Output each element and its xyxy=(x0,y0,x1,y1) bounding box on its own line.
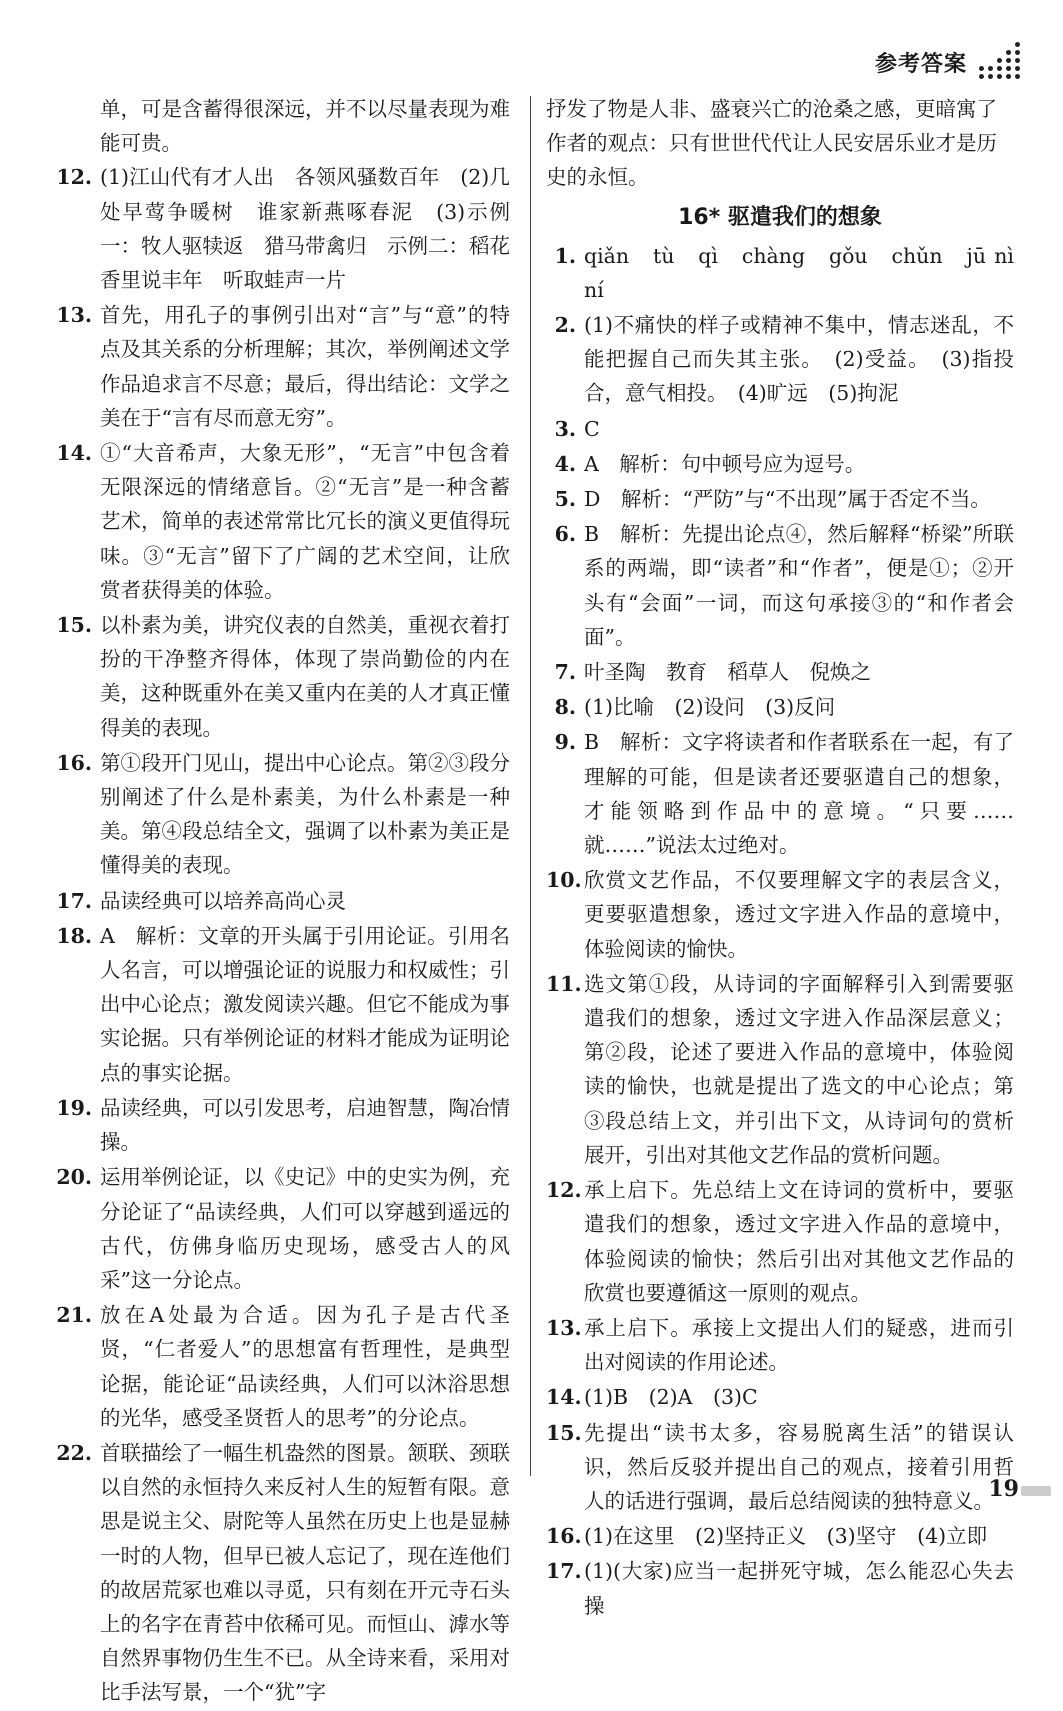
answer-item xyxy=(546,1380,1014,1414)
answer-item xyxy=(48,1160,510,1297)
answer-item xyxy=(48,436,510,607)
answer-text: C xyxy=(584,416,600,441)
answer-text: (1)不痛快的样子或精神不集中，情志迷乱，不能把握自己而失其主张。 (2)受益。 (3)指投合，意气相投。 (4)旷远 (5)拘泥 xyxy=(584,313,1014,406)
answer-number: 14. xyxy=(56,441,92,466)
answer-number: 21. xyxy=(56,1303,92,1328)
answer-item xyxy=(546,690,1014,724)
answer-item xyxy=(546,1416,1014,1519)
answer-item xyxy=(546,1311,1014,1379)
answer-text: qiǎn tù qì chàng gǒu chǔn jū nì ní xyxy=(584,243,1035,302)
answer-number: 10. xyxy=(546,868,582,893)
answer-number: 15. xyxy=(56,613,92,638)
answer-number: 19. xyxy=(56,1095,92,1120)
answer-item xyxy=(546,482,1014,516)
answer-number: 4. xyxy=(554,451,576,476)
answer-text: 选文第①段，从诗词的字面解释引入到需要驱遣我们的想象，透过文字进入作品深层意义；第②段，论述了要进入作品的意境中，体验阅读的愉快，也就是提出了选文的中心论点；第③段总结上文，并引出下文，从诗词句的赏析展开，引出对其他文艺作品的赏析问题。 xyxy=(584,971,1014,1167)
answer-text: ①“大音希声，大象无形”，“无言”中包含着无限深远的情绪意旨。②“无言”是一种含蓄艺术，简单的表述常常比冗长的演义更值得玩味。③“无言”留下了广阔的艺术空间，让欣赏者获得美的体验。 xyxy=(100,441,510,602)
section-title: 16* 驱遣我们的想象 xyxy=(678,204,882,230)
right-continuation-text: 抒发了物是人非、盛衰兴亡的沧桑之感，更暗寓了作者的观点：只有世世代代让人民安居乐业才是历史的永恒。 xyxy=(546,97,997,190)
answer-text: (1)(大家)应当一起拼死守城，怎么能忍心失去操 xyxy=(584,1559,1014,1618)
answer-number: 13. xyxy=(56,303,92,328)
answer-number: 7. xyxy=(554,660,576,685)
answer-item xyxy=(546,967,1014,1172)
answer-number: 17. xyxy=(56,888,92,913)
right-column xyxy=(546,92,1035,1624)
answer-number: 2. xyxy=(554,313,576,338)
answer-text: (1)比喻 (2)设问 (3)反问 xyxy=(584,695,836,720)
answer-item xyxy=(546,239,1035,307)
page-number-bar xyxy=(1021,1486,1051,1496)
answer-number: 15. xyxy=(546,1420,582,1445)
answer-text: D 解析：“严防”与“不出现”属于否定不当。 xyxy=(584,487,991,512)
column-divider xyxy=(530,96,531,1476)
answer-item xyxy=(48,160,510,297)
answer-number: 12. xyxy=(546,1178,582,1203)
answer-number: 11. xyxy=(546,971,582,996)
left-answer-list xyxy=(48,160,510,1709)
left-column xyxy=(48,92,510,1711)
answer-text: 品读经典可以培养高尚心灵 xyxy=(100,888,346,913)
answer-text: (1)在这里 (2)坚持正义 (3)坚守 (4)立即 xyxy=(584,1524,988,1549)
answer-item xyxy=(546,655,1014,689)
answer-item xyxy=(48,298,510,435)
answer-number: 14. xyxy=(546,1385,582,1410)
answer-item xyxy=(546,412,1014,446)
answer-text: 第①段开门见山，提出中心论点。第②③段分别阐述了什么是朴素美，为什么朴素是一种美。第④段总结全文，强调了以朴素为美正是懂得美的表现。 xyxy=(100,750,510,878)
answer-text: 承上启下。承接上文提出人们的疑惑，进而引出对阅读的作用论述。 xyxy=(584,1315,1014,1375)
answer-item xyxy=(48,919,510,1090)
answer-item xyxy=(546,1519,1014,1553)
answer-text: 承上启下。先总结上文在诗词的赏析中，要驱遣我们的想象，透过文字进入作品的意境中，体验阅读的愉快；然后引出对其他文艺作品的欣赏也要遵循这一原则的观点。 xyxy=(584,1178,1014,1305)
answer-number: 8. xyxy=(554,695,576,720)
answer-number: 16. xyxy=(546,1524,582,1549)
answer-number: 18. xyxy=(56,923,92,948)
answer-number: 5. xyxy=(554,487,576,512)
answer-text: 品读经典，可以引发思考，启迪智慧，陶冶情操。 xyxy=(100,1095,510,1155)
answer-number: 17. xyxy=(546,1559,582,1584)
answer-number: 16. xyxy=(56,750,92,775)
answer-text: B 解析：文字将读者和作者联系在一起，有了理解的可能，但是读者还要驱遣自己的想象，才能领略到作品中的意境。“只要……就……”说法太过绝对。 xyxy=(584,730,1014,858)
answer-text: A 解析：句中顿号应为逗号。 xyxy=(584,451,866,476)
answer-item xyxy=(546,725,1014,862)
answer-text: (1)江山代有才人出 各领风骚数百年 (2)几处早莺争暖树 谁家新燕啄春泥 (3)示例一：牧人驱犊返 猎马带禽归 示例二：稻花香里说丰年 听取蛙声一片 xyxy=(100,165,510,293)
page-number: 19 xyxy=(988,1476,1019,1502)
answer-text: B 解析：先提出论点④，然后解释“桥梁”所联系的两端，即“读者”和“作者”，便是①；②开头有“会面”一词，而这句承接③的“和作者会面”。 xyxy=(584,522,1014,649)
answer-text: 欣赏文艺作品，不仅要理解文字的表层含义，更要驱遣想象，透过文字进入作品的意境中，体验阅读的愉快。 xyxy=(584,868,1014,961)
right-answer-list xyxy=(546,239,1035,1623)
answer-number: 3. xyxy=(554,416,576,441)
answer-item xyxy=(48,1091,510,1159)
answer-number: 13. xyxy=(546,1315,582,1340)
answer-number: 6. xyxy=(554,522,576,547)
left-continuation-text: 单，可是含蓄得很深远，并不以尽量表现为难能可贵。 xyxy=(100,97,510,156)
answer-item xyxy=(546,1173,1014,1310)
answer-text: 运用举例论证，以《史记》中的史实为例，充分论证了“品读经典，人们可以穿越到遥远的古代，仿佛身临历史现场，感受古人的风采”这一分论点。 xyxy=(100,1165,510,1292)
answer-text: A 解析：文章的开头属于引用论证。引用名人名言，可以增强论证的说服力和权威性；引出中心论点；激发阅读兴趣。但它不能成为事实论据。只有举例论证的材料才能成为证明论点的事实论据。 xyxy=(100,923,510,1085)
answer-item xyxy=(48,608,510,745)
answer-text: 叶圣陶 教育 稻草人 倪焕之 xyxy=(584,660,871,685)
answer-item xyxy=(48,1298,510,1435)
answer-text: 以朴素为美，讲究仪表的自然美，重视衣着打扮的干净整齐得体，体现了崇尚勤俭的内在美，这种既重外在美又重内在美的人才真正懂得美的表现。 xyxy=(100,613,510,740)
answer-item xyxy=(546,863,1014,966)
answer-number: 20. xyxy=(56,1165,92,1190)
answer-item xyxy=(48,746,510,883)
answer-item xyxy=(546,517,1014,654)
answer-text: 首联描绘了一幅生机盎然的图景。颔联、颈联以自然的永恒持久来反衬人生的短暂有限。意思是说主父、尉陀等人虽然在历史上也是显赫一时的人物，但早已被人忘记了，现在连他们的故居荒冢也难以寻觅，只有刻在开元寺石头上的名字在青苔中依稀可见。而恒山、滹水等自然界事物仍生生不已。从全诗来看，采用对比手法写景，一个“犹”字 xyxy=(100,1440,510,1705)
answer-item xyxy=(48,884,510,918)
answer-number: 12. xyxy=(56,165,92,190)
answer-item xyxy=(546,308,1014,411)
answer-text: (1)B (2)A (3)C xyxy=(584,1385,758,1410)
answer-number: 9. xyxy=(554,730,576,755)
answer-item xyxy=(48,1436,510,1710)
answer-item xyxy=(546,447,1014,481)
answer-number: 22. xyxy=(56,1440,92,1465)
header-title: 参考答案 xyxy=(874,51,967,77)
dot-grid-icon xyxy=(979,42,1023,82)
answer-number: 1. xyxy=(554,243,576,268)
page-header xyxy=(875,38,1023,86)
answer-text: 先提出“读书太多，容易脱离生活”的错误认识，然后反驳并提出自己的观点，接着引用哲人的话进行强调，最后总结阅读的独特意义。 xyxy=(584,1420,1014,1513)
answer-item xyxy=(546,1554,1014,1622)
answer-text: 首先，用孔子的事例引出对“言”与“意”的特点及其关系的分析理解；其次，举例阐述文学作品追求言不尽意；最后，得出结论：文学之美在于“言有尽而意无穷”。 xyxy=(100,303,510,430)
answer-text: 放在A处最为合适。因为孔子是古代圣贤，“仁者爱人”的思想富有哲理性，是典型论据，能论证“品读经典，人们可以沐浴思想的光华，感受圣贤哲人的思考”的分论点。 xyxy=(100,1303,510,1430)
